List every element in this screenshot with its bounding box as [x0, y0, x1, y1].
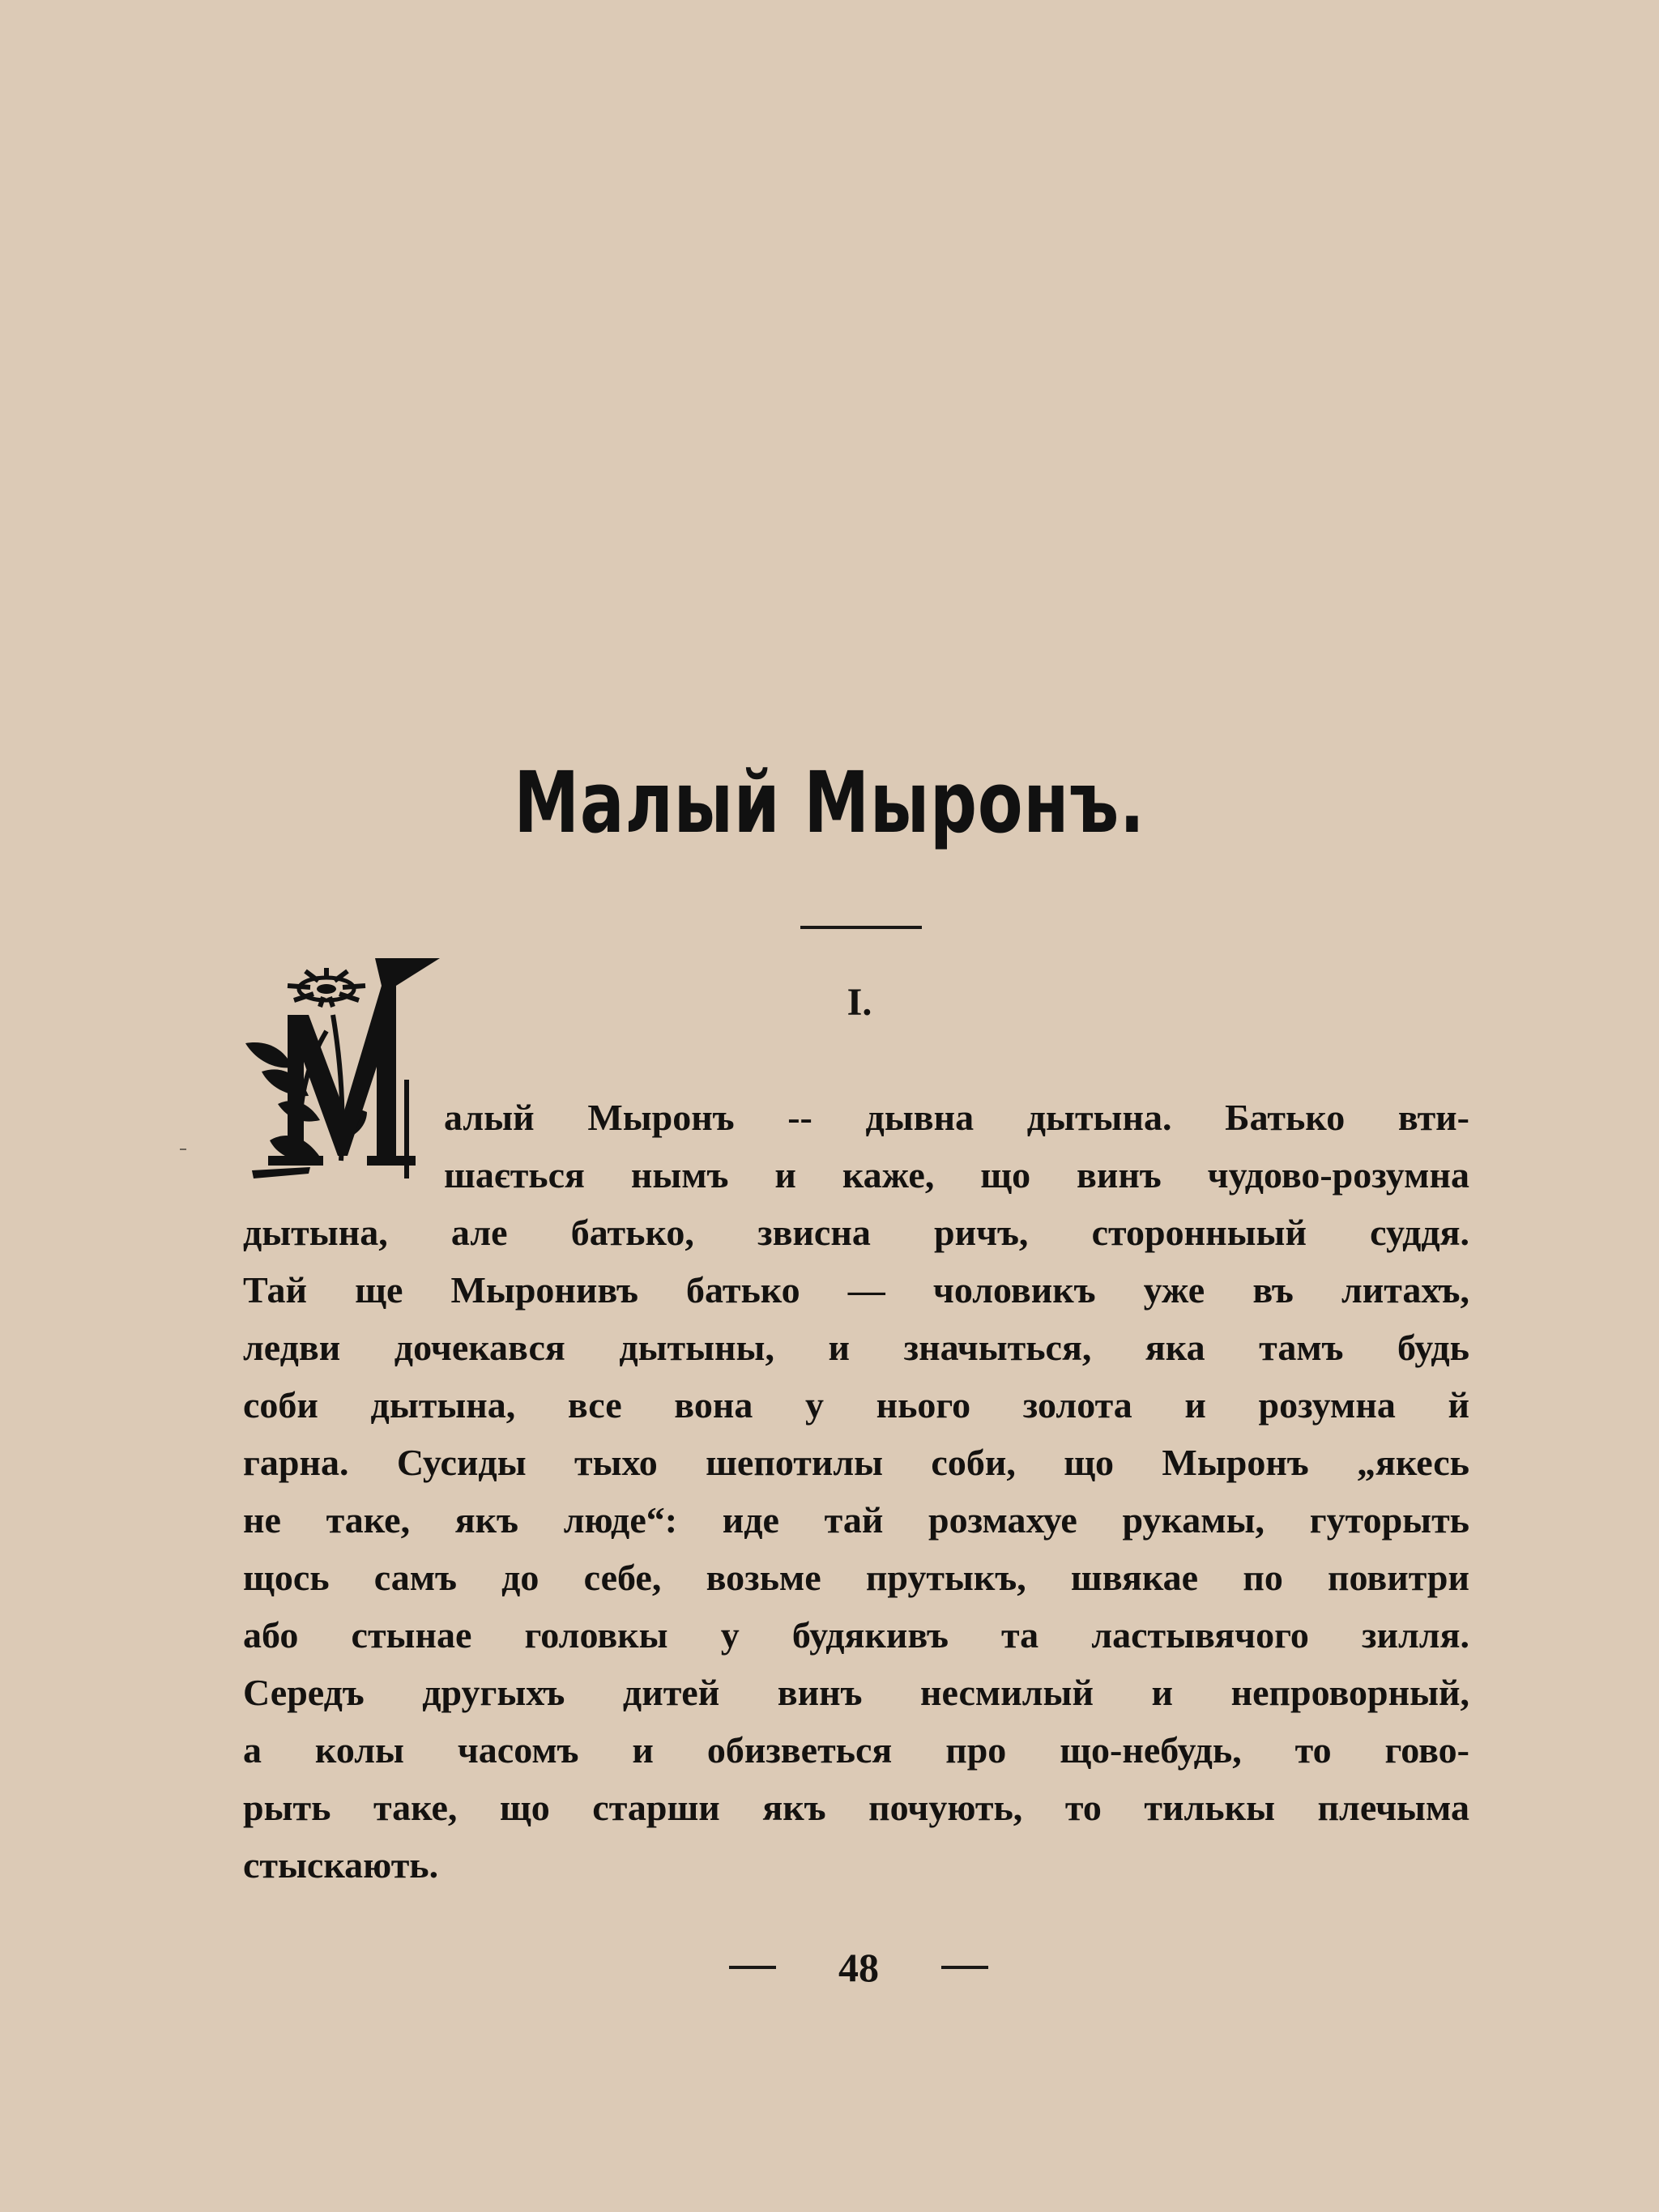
text-line-3: дытына, але батько, звисна ричъ, сторонныый суддя. [243, 1212, 1469, 1253]
page-number-footer [729, 1944, 988, 1991]
text-line-10: або стынае головкы у будякивъ та ластывячого зилля. [243, 1614, 1469, 1656]
text-line-12: а колы часомъ и обизветься про що-небудь, то гово- [243, 1729, 1469, 1771]
drop-cap-initial [245, 958, 440, 1178]
text-line-7: гарна. Сусиды тыхо шепотилы соби, що Мыронъ „якесь [243, 1442, 1469, 1483]
text-line-6: соби дытына, все вона у нього золота и розумна й [243, 1384, 1469, 1426]
page-number-left-dash [729, 1966, 776, 1969]
title-divider [800, 926, 922, 929]
text-line-13: рыть таке, що старши якъ почують, то тилькы плечыма [243, 1787, 1469, 1828]
text-line-9: щось самъ до себе, возьме прутыкъ, швякае по повитри [243, 1557, 1469, 1598]
text-line-4: Тай ще Мыронивъ батько — чоловикъ уже въ литахъ, [243, 1269, 1469, 1311]
page-number-right-dash [941, 1966, 988, 1969]
page-title: Малый Мыронъ. [514, 753, 1145, 852]
text-line-8: не таке, якъ люде“: иде тай розмахуе рукамы, гуторыть [243, 1499, 1469, 1541]
text-line-2: шається нымъ и каже, що винъ чудово-розумна [444, 1154, 1469, 1196]
text-line-14: стыскають. [243, 1844, 439, 1886]
print-speck [180, 1149, 186, 1150]
text-line-11: Середъ другыхъ дитей винъ несмилый и непроворный, [243, 1672, 1469, 1713]
text-line-5: ледви дочекався дытыны, и значыться, яка тамъ будь [243, 1327, 1469, 1368]
flower-ornament-icon [245, 958, 440, 1178]
text-line-1: алый Мыронъ -- дывна дытына. Батько вти- [444, 1097, 1469, 1138]
section-number: I. [847, 981, 872, 1024]
page-number: 48 [838, 1945, 879, 1990]
